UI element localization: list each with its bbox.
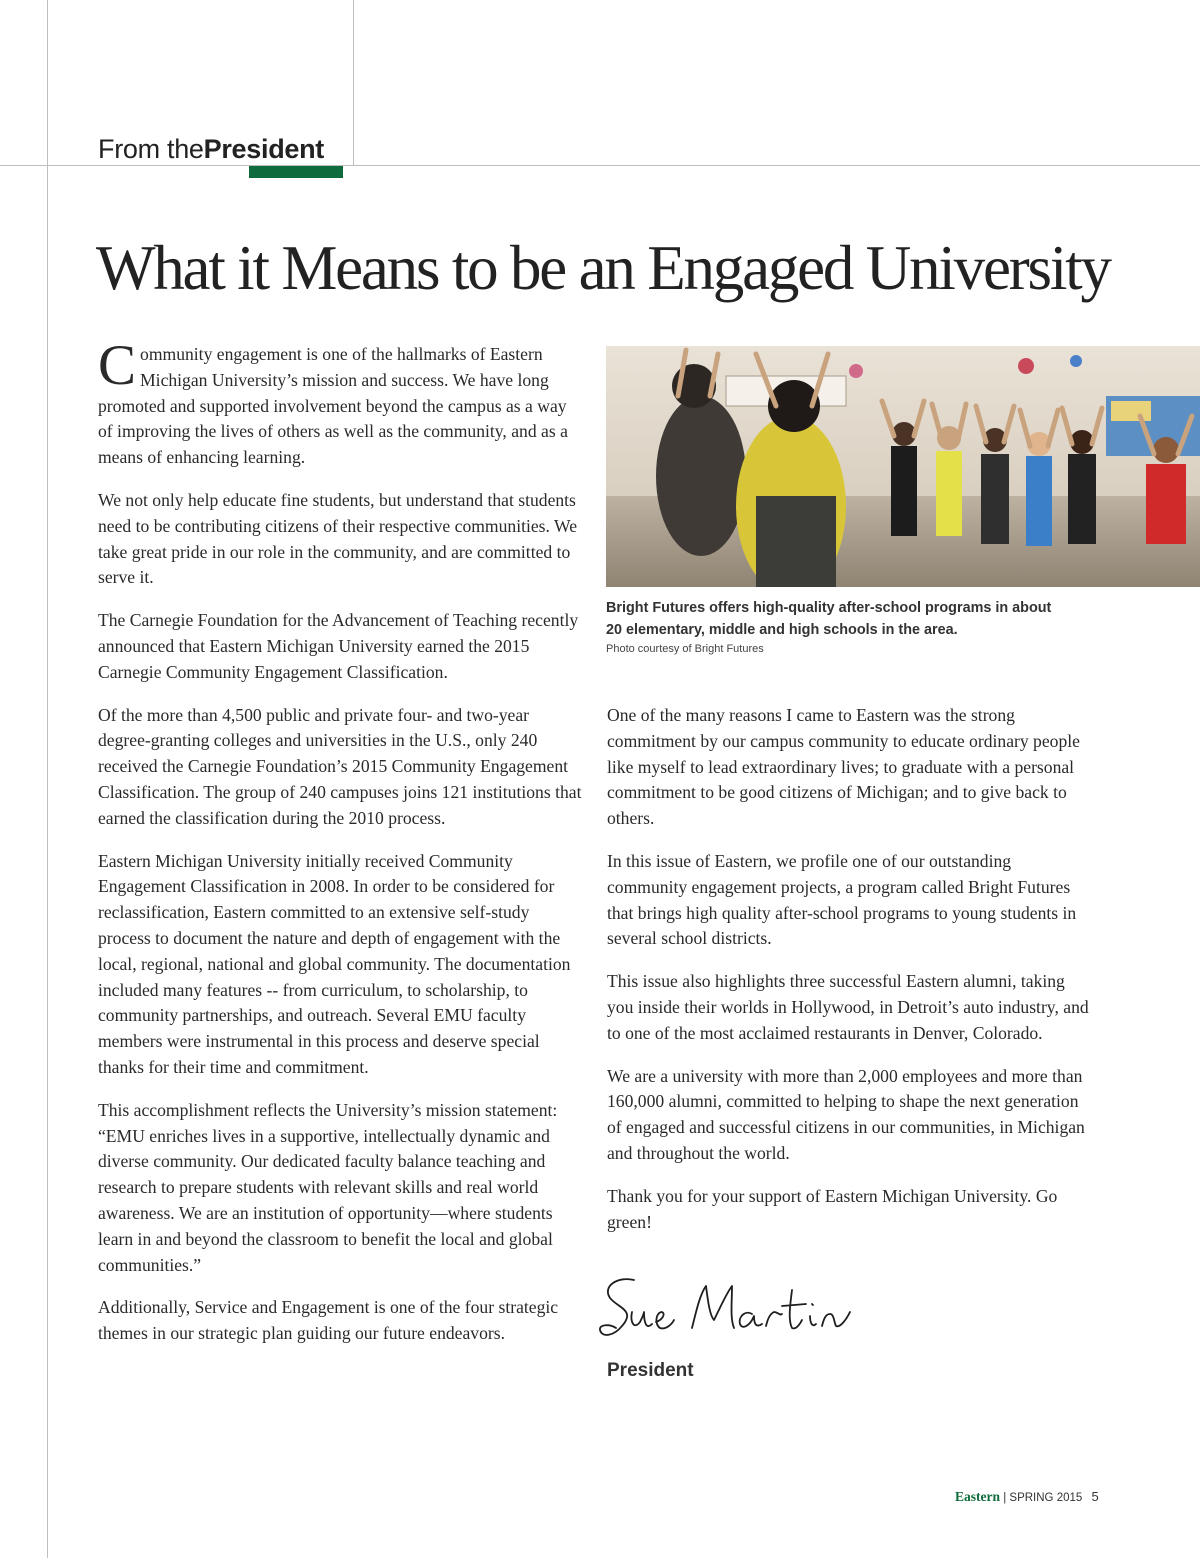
body-paragraph: Of the more than 4,500 public and private four- and two-year degree-granting colleges and universities in the U.S., only 240 received the Carnegie Foundation’s 2015 Community Engagement Classification. The group of 240 campuses joins 121 institutions that earned the classification during the 2010 process. [98, 704, 582, 828]
left-margin-rule [47, 0, 48, 1558]
intro-text: ommunity engagement is one of the hallmarks of Eastern Michigan University’s mission and success. We have long promoted and supported involvement beyond the campus as a way of improving the lives of others as well as the community, and as a means of enhancing learning. [98, 344, 568, 468]
president-signature [596, 1272, 866, 1352]
left-column [98, 334, 582, 1364]
footer-magazine-name: Eastern [955, 1489, 1000, 1504]
body-paragraph: One of the many reasons I came to Eastern was the strong commitment by our campus community to educate ordinary people like myself to lead extraordinary lives; to graduate with a personal commitment to be good citizens of Michigan; and to give back to others. [607, 705, 1080, 829]
section-label-emphasis: President [203, 134, 324, 164]
body-paragraph: In this issue of Eastern, we profile one of our outstanding community engagement projects, a program called Bright Futures that brings high quality after-school programs to young students in several school districts. [607, 850, 1077, 949]
footer-separator: | [1003, 1492, 1007, 1504]
section-label [98, 134, 324, 165]
footer-page-number: 5 [1091, 1489, 1099, 1504]
body-paragraph: We not only help educate fine students, but understand that students need to be contributing citizens of their respective communities. We take great pride in our role in the community, and are committed to serve it. [98, 489, 578, 588]
section-label-prefix: From the [98, 134, 204, 164]
photo-caption: Bright Futures offers high-quality after-school programs in about 20 elementary, middle and high schools in the area. [606, 600, 1052, 638]
photo-credit: Photo courtesy of Bright Futures [606, 643, 764, 655]
footer-issue: SPRING 2015 [1009, 1492, 1083, 1504]
body-paragraph: Eastern Michigan University initially received Community Engagement Classification in 2008. In order to be considered for reclassification, Eastern committed to an extensive self-study process to document the nature and depth of engagement with the local, regional, national and global community. The documentation included many features -- from curriculum, to scholarship, to community partnerships, and outreach. Several EMU faculty members were instrumental in this process and deserve special thanks for their time and commitment. [98, 850, 571, 1077]
header-horizontal-rule [0, 165, 1200, 166]
header-vertical-rule [353, 0, 354, 165]
body-paragraph: This issue also highlights three successful Eastern alumni, taking you inside their worlds in Hollywood, in Detroit’s auto industry, and to one of the most acclaimed restaurants in Denver, Colorado. [607, 971, 1089, 1043]
section-accent-bar [249, 166, 343, 178]
right-column [607, 703, 1095, 1252]
signature-title: President [607, 1360, 694, 1381]
body-paragraph: The Carnegie Foundation for the Advancement of Teaching recently announced that Eastern Michigan University earned the 2015 Carnegie Community Engagement Classification. [98, 610, 579, 682]
body-paragraph: We are a university with more than 2,000 employees and more than 160,000 alumni, committed to helping to shape the next generation of engaged and successful citizens in our communities, in Michigan and throughout the world. [607, 1065, 1085, 1163]
page-title: What it Means to be an Engaged University [96, 233, 1110, 303]
intro-paragraph [98, 334, 582, 471]
drop-cap: C [98, 334, 137, 397]
bright-futures-photo [606, 346, 1200, 587]
body-paragraph: Thank you for your support of Eastern Michigan University. Go green! [607, 1185, 1058, 1232]
page-footer [955, 1489, 1099, 1505]
body-paragraph: Additionally, Service and Engagement is one of the four strategic themes in our strategic plan guiding our future endeavors. [98, 1297, 559, 1344]
body-paragraph: This accomplishment reflects the University’s mission statement: “EMU enriches lives in a supportive, intellectually dynamic and diverse community. Our dedicated faculty balance teaching and research to prepare students with relevant skills and real world awareness. We are an institution of opportunity—where students learn in and beyond the classroom to benefit the local and global communities.” [98, 1099, 558, 1275]
